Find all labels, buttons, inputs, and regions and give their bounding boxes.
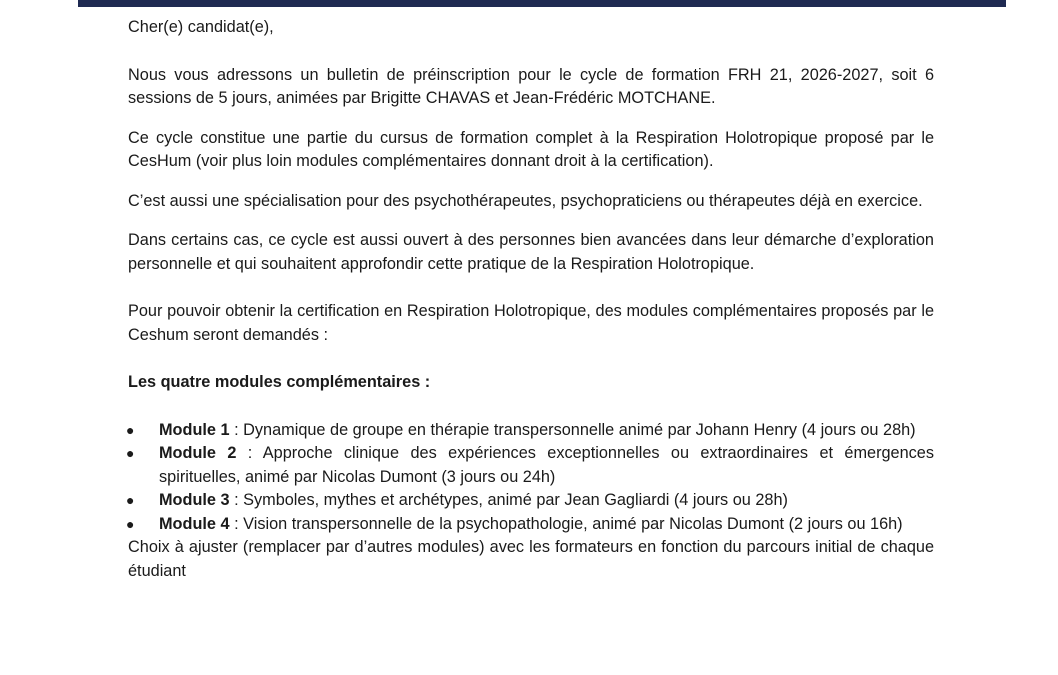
module-name: Module 1 xyxy=(159,420,230,439)
list-item xyxy=(128,419,934,443)
bullet-icon: ● xyxy=(126,445,135,461)
bullet-icon: ● xyxy=(126,421,135,438)
greeting: Cher(e) candidat(e), xyxy=(128,18,274,36)
module-name: Module 3 xyxy=(159,491,230,509)
letter-body xyxy=(128,16,934,583)
list-item xyxy=(128,513,934,537)
paragraph-ouverture: Dans certains cas, ce cycle est aussi ouvert à des personnes bien avancées dans leur démarche d’exploration personnelle et qui souhaitent approfondir cette pratique de la Respiration Holotropique. xyxy=(128,231,934,273)
modules-list xyxy=(128,419,934,537)
closing-note: Choix à ajuster (remplacer par d’autres modules) avec les formateurs en fonction du parcours initial de chaque étudiant xyxy=(128,538,934,580)
paragraph-specialisation: C’est aussi une spécialisation pour des psychothérapeutes, psychopraticiens ou thérapeutes déjà en exercice. xyxy=(128,191,923,210)
paragraph-certification: Pour pouvoir obtenir la certification en Respiration Holotropique, des modules complémentaires proposés par le Ceshum seront demandés : xyxy=(128,302,934,344)
list-item xyxy=(128,489,934,513)
bullet-icon: ● xyxy=(126,492,135,508)
module-description: : Symboles, mythes et archétypes, animé par Jean Gagliardi (4 jours ou 28h) xyxy=(229,491,788,509)
list-item xyxy=(128,442,934,489)
module-name: Module 2 xyxy=(159,444,237,462)
modules-heading: Les quatre modules complémentaires : xyxy=(128,373,431,391)
module-description: : Approche clinique des expériences exceptionnelles ou extraordinaires et émergences spirituelles, animé par Nicolas Dumont (3 jours ou 24h) xyxy=(159,444,935,486)
bullet-icon: ● xyxy=(126,515,135,532)
header-bar xyxy=(78,0,1006,7)
module-description: : Vision transpersonnelle de la psychopathologie, animé par Nicolas Dumont (2 jours ou 16h) xyxy=(229,514,903,533)
paragraph-intro: Nous vous adressons un bulletin de préinscription pour le cycle de formation FRH 21, 2026-2027, soit 6 sessions de 5 jours, animées par Brigitte CHAVAS et Jean-Frédéric MOTCHANE. xyxy=(128,65,934,107)
module-name: Module 4 xyxy=(159,514,230,533)
paragraph-cursus: Ce cycle constitue une partie du cursus de formation complet à la Respiration Holotropique proposé par le CesHum (voir plus loin modules complémentaires donnant droit à la certification). xyxy=(128,128,934,170)
module-description: : Dynamique de groupe en thérapie transpersonnelle animé par Johann Henry (4 jours ou 28h) xyxy=(229,420,916,439)
